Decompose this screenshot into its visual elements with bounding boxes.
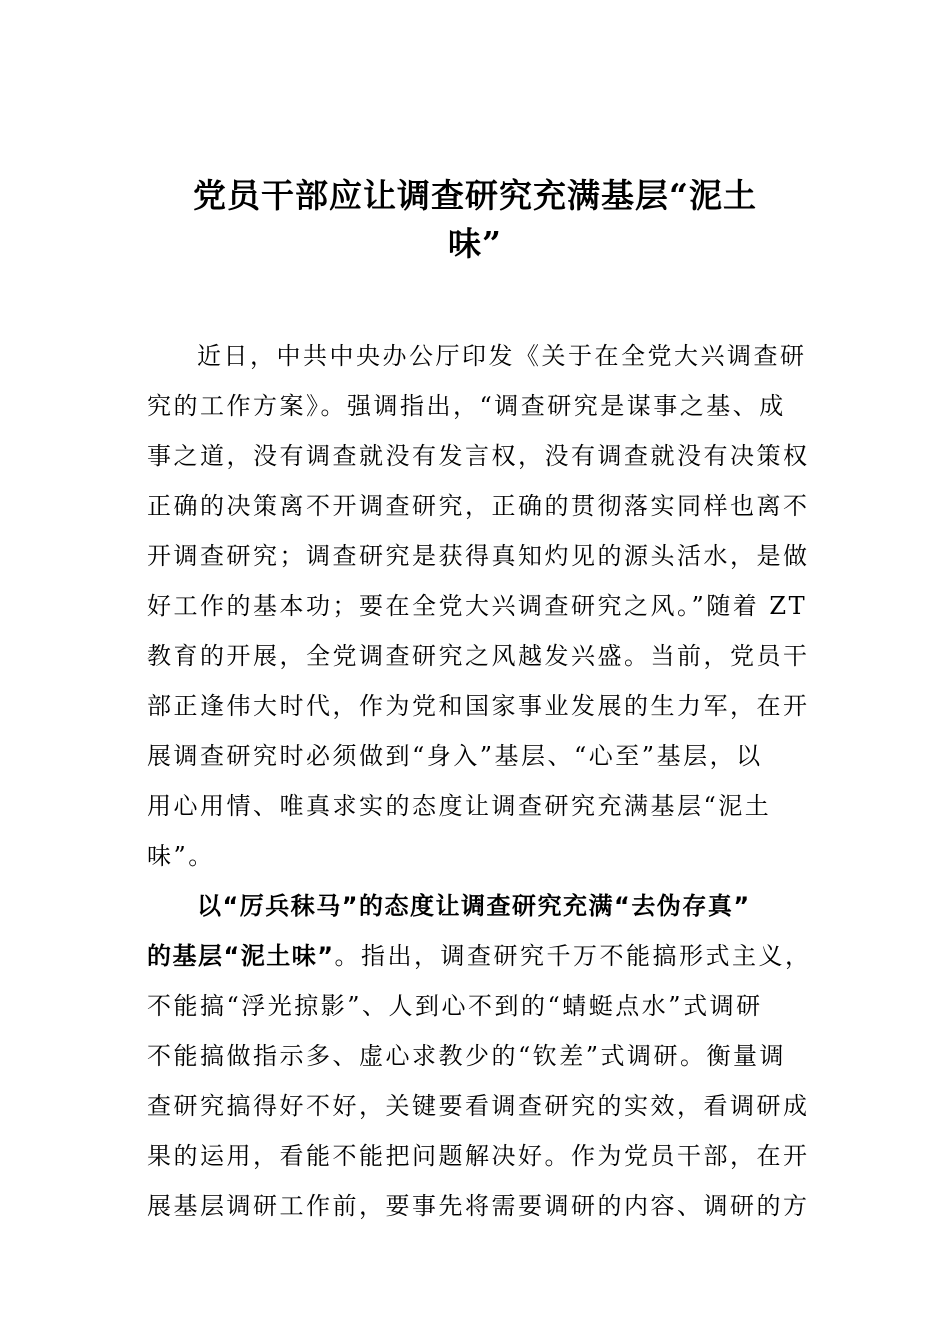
document-title <box>150 172 800 268</box>
paragraph-line: 近日，中共中央办公厅印发《关于在全党大兴调查研 <box>197 342 807 370</box>
paragraph-line: 果的运用，看能不能把问题解决好。作为党员干部，在开 <box>147 1142 810 1170</box>
paragraph-2 <box>147 881 812 1231</box>
paragraph-line <box>147 931 812 981</box>
title-line-1: 党员干部应让调查研究充满基层“泥土 <box>193 176 757 215</box>
section-heading: 以“厉兵秣马”的态度让调查研究充满“去伪存真” <box>197 892 751 920</box>
paragraph-line: 教育的开展，全党调查研究之风越发兴盛。当前，党员干 <box>147 642 810 670</box>
paragraph-line: 查研究搞得好不好，关键要看调查研究的实效，看调研成 <box>147 1092 810 1120</box>
paragraph-line: 究的工作方案》。强调指出，“调查研究是谋事之基、成 <box>147 392 786 420</box>
paragraph-text: 。指出，调查研究千万不能搞形式主义， <box>334 942 812 970</box>
paragraph-line: 展基层调研工作前，要事先将需要调研的内容、调研的方 <box>147 1192 810 1220</box>
paragraph-line: 用心用情、唯真求实的态度让调查研究充满基层“泥土 <box>147 792 772 820</box>
paragraph-line: 味”。 <box>147 842 215 870</box>
paragraph-line: 不能搞“浮光掠影”、人到心不到的“蜻蜓点水”式调研 <box>147 992 763 1020</box>
paragraph-line: 部正逢伟大时代，作为党和国家事业发展的生力军，在开 <box>147 692 810 720</box>
paragraph-line: 不能搞做指示多、虚心求教少的“钦差”式调研。衡量调 <box>147 1042 787 1070</box>
document-body <box>147 331 812 1231</box>
paragraph-line: 开调查研究；调查研究是获得真知灼见的源头活水，是做 <box>147 542 810 570</box>
paragraph-line: 事之道，没有调查就没有发言权，没有调查就没有决策权 <box>147 442 810 470</box>
paragraph-line: 展调查研究时必须做到“身入”基层、“心至”基层，以 <box>147 742 763 770</box>
paragraph-line: 好工作的基本功；要在全党大兴调查研究之风。”随着 ZT <box>147 592 808 620</box>
section-heading-tail: 的基层“泥土味” <box>147 942 335 970</box>
paragraph-line: 正确的决策离不开调查研究，正确的贯彻落实同样也离不 <box>147 492 810 520</box>
paragraph-1 <box>147 331 810 881</box>
title-line-2: 味” <box>448 224 502 263</box>
